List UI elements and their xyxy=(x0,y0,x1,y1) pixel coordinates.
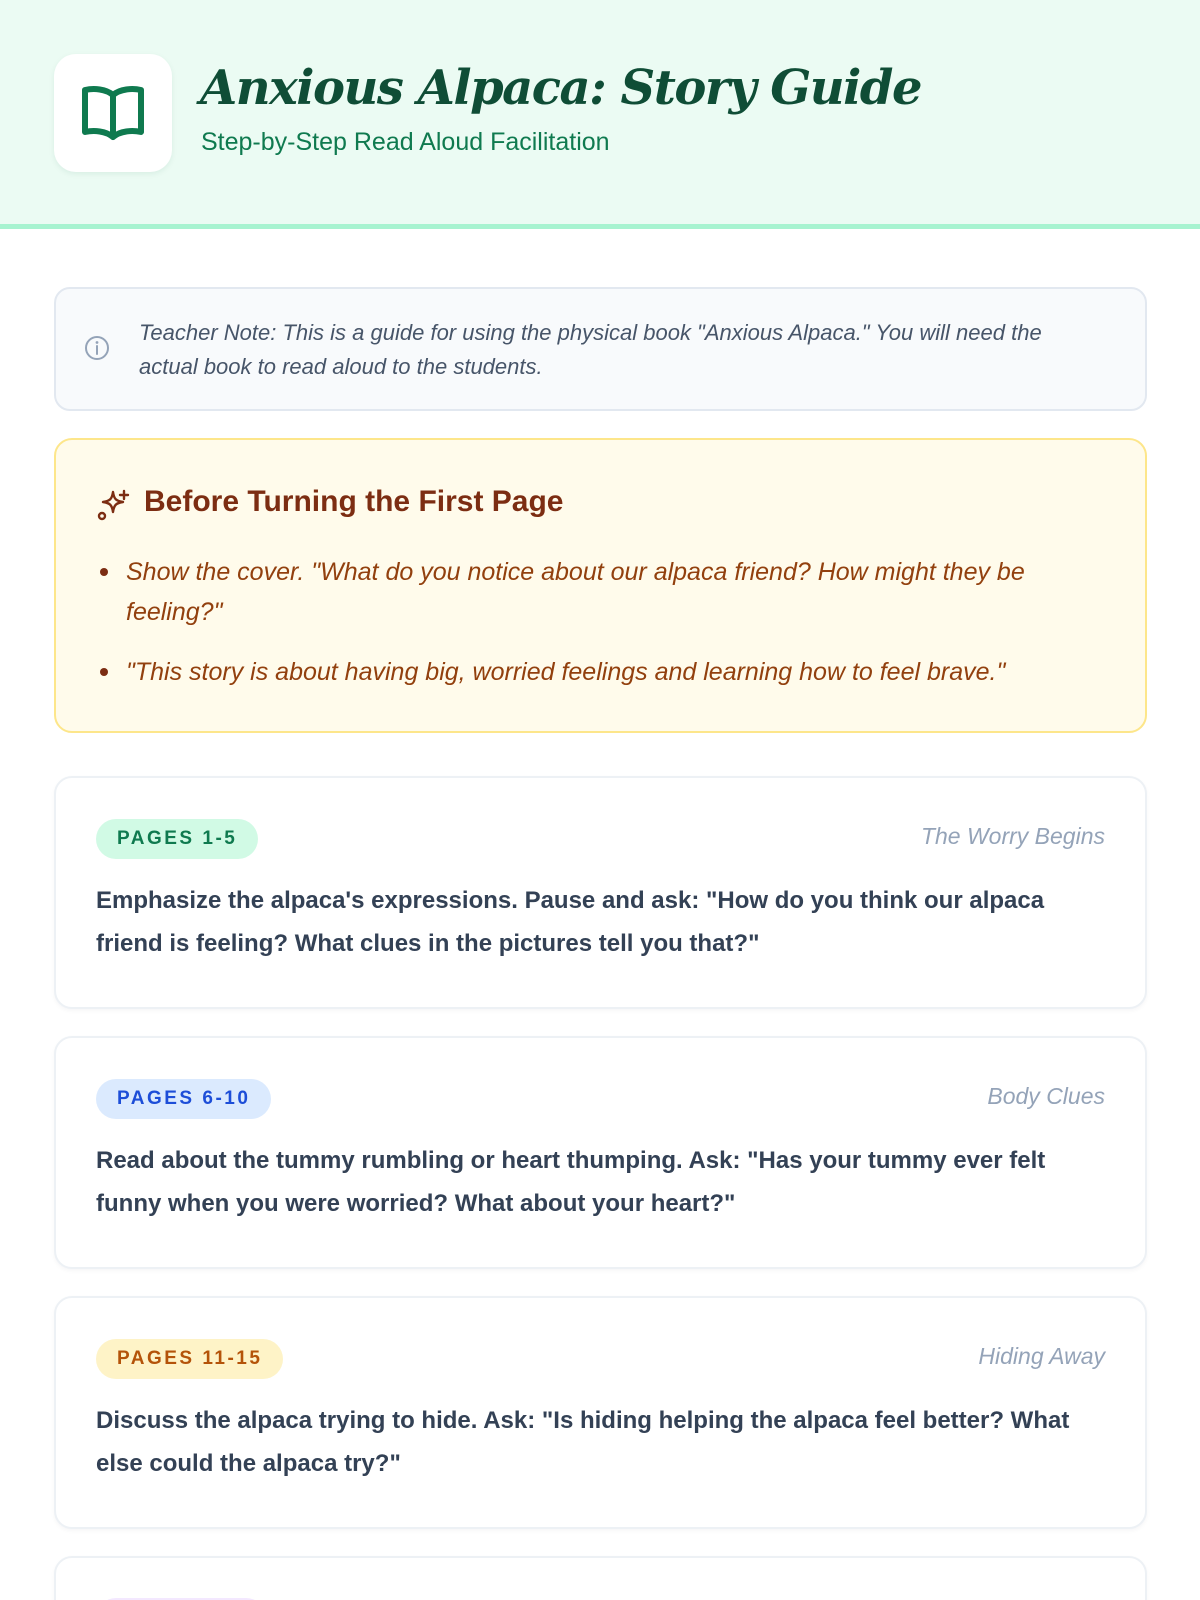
section-theme: Hiding Away xyxy=(978,1343,1105,1369)
pages-badge: PAGES 1-5 xyxy=(96,819,258,859)
pages-card-partial xyxy=(54,1556,1147,1600)
section-theme: Body Clues xyxy=(987,1083,1105,1109)
teacher-note-card xyxy=(54,287,1147,411)
info-icon xyxy=(84,335,110,361)
teacher-note-text: Teacher Note: This is a guide for using the physical book "Anxious Alpaca." You will need the actual book to read aloud to the students. xyxy=(139,320,1042,379)
pages-badge: PAGES 11-15 xyxy=(96,1339,283,1379)
section-theme: The Worry Begins xyxy=(920,823,1105,849)
list-item xyxy=(96,652,1106,692)
list-item xyxy=(96,552,1106,632)
facilitation-text: Read about the tummy rumbling or heart thumping. Ask: "Has your tummy ever felt funny when you were worried? What about your heart?" xyxy=(96,1147,1046,1217)
before-reading-card xyxy=(54,438,1147,733)
pages-badge: PAGES 6-10 xyxy=(96,1079,271,1119)
book-open-icon xyxy=(81,83,145,143)
logo-badge xyxy=(54,54,172,172)
bullet-icon xyxy=(100,668,108,676)
before-reading-list xyxy=(96,552,1106,712)
page-subtitle: Step-by-Step Read Aloud Facilitation xyxy=(201,128,610,156)
bullet-icon xyxy=(100,568,108,576)
before-reading-title: Before Turning the First Page xyxy=(144,485,564,518)
facilitation-text: Discuss the alpaca trying to hide. Ask: "Is hiding helping the alpaca feel better? What else could the alpaca try?" xyxy=(96,1407,1070,1477)
pages-card xyxy=(54,776,1147,1009)
page-header xyxy=(0,0,1200,229)
pages-card xyxy=(54,1296,1147,1529)
list-item-text: Show the cover. "What do you notice about our alpaca friend? How might they be feeling?" xyxy=(126,558,1025,626)
list-item-text: "This story is about having big, worried feelings and learning how to feel brave." xyxy=(126,658,1006,686)
pages-card xyxy=(54,1036,1147,1269)
sparkles-icon xyxy=(96,488,130,522)
page-title: Anxious Alpaca: Story Guide xyxy=(200,60,922,116)
facilitation-text: Emphasize the alpaca's expressions. Pause and ask: "How do you think our alpaca friend is feeling? What clues in the pictures tell you that?" xyxy=(96,887,1045,957)
